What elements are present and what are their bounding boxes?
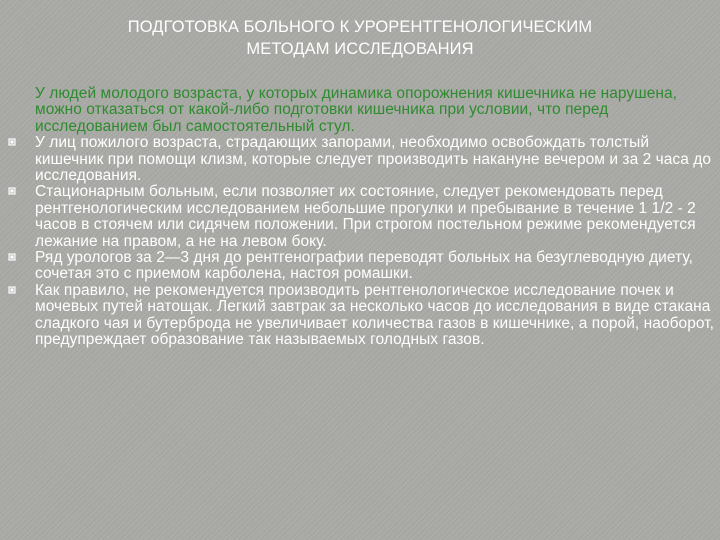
square-bullet-icon xyxy=(8,253,16,261)
bullet-list xyxy=(8,135,716,348)
bullet-item xyxy=(8,135,716,184)
bullet-text: Стационарным больным, если позволяет их состояние, следует рекомендовать перед рентгенологическим исследованием небольшие прогулки и пребывание в течение 1 1/2 - 2 часов в стоячем или сидячем положении. При строгом постельном режиме рекомендуется лежание на правом, а не на левом боку. xyxy=(35,183,696,250)
square-bullet-icon xyxy=(8,286,16,294)
bullet-item xyxy=(8,184,716,250)
bullet-text: Ряд урологов за 2—3 дня до рентгенографии переводят больных на безуглеводную диету, сочетая это с приемом карболена, настоя ромашки. xyxy=(35,249,693,283)
bullet-text: Как правило, не рекомендуется производить рентгенологическое исследование почек и мочевых путей натощак. Легкий завтрак за несколько часов до исследования в виде стакана сладкого чая и бутерброда не увеличивает количества газов в кишечнике, а порой, наоборот, предупреждает образование так называемых голодных газов. xyxy=(35,281,714,349)
bullet-item xyxy=(8,250,716,283)
intro-paragraph: У людей молодого возраста, у которых динамика опорожнения кишечника не нарушена, можно отказаться от какой-либо подготовки кишечника при условии, что перед исследованием был самостоятельный стул. xyxy=(35,85,678,135)
bullet-text: У лиц пожилого возраста, страдающих запорами, необходимо освобождать толстый кишечник при помощи клизм, которые следует производить накануне вечером и за 2 часа до исследования. xyxy=(35,134,712,185)
bullet-item xyxy=(8,283,716,349)
slide-title xyxy=(60,16,660,60)
slide-content xyxy=(8,86,716,349)
square-bullet-icon xyxy=(8,187,16,195)
square-bullet-icon xyxy=(8,138,16,146)
slide-title-line-1: ПОДГОТОВКА БОЛЬНОГО К УРОРЕНТГЕНОЛОГИЧЕСКИМ xyxy=(127,18,593,36)
slide-title-line-2: МЕТОДАМ ИССЛЕДОВАНИЯ xyxy=(246,40,474,58)
